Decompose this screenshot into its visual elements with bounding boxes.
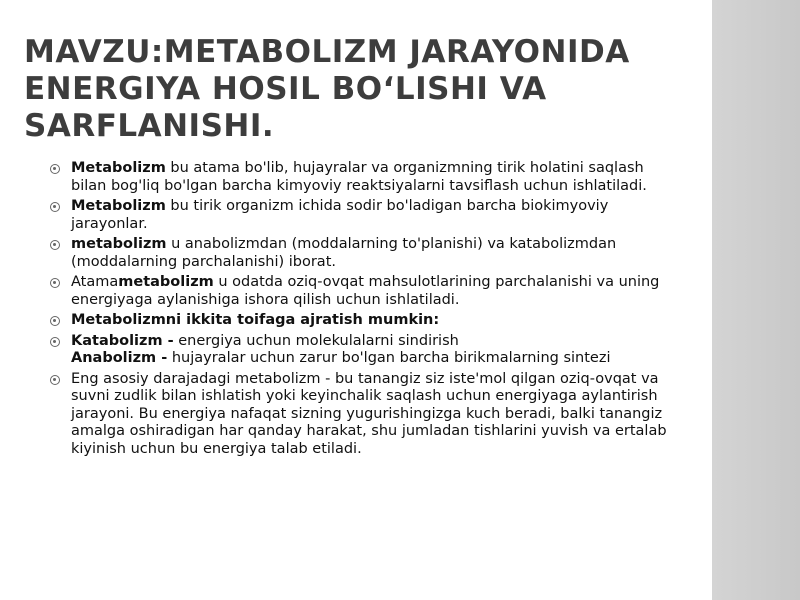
bullet-prefix: Atama — [71, 274, 119, 290]
bullet-text: u anabolizmdan (moddalarning to'planishi) va katabolizmdan (moddalarning parchalanishi) iborat. — [71, 236, 617, 270]
bullet-term: metabolizm — [71, 236, 167, 252]
bullet-text: bu atama bo'lib, hujayralar va organizmning tirik holatini saqlash bilan bog'liq bo'lgan barcha kimyoviy reaktsiyalarni tavsiflash uchun ishlatiladi. — [71, 160, 647, 194]
bullet-marker-icon — [50, 316, 60, 326]
bullet-text: energiya uchun molekulalarni sindirish — [173, 332, 459, 349]
bullet-term: Anabolizm - — [71, 350, 168, 366]
bullet-text: bu tirik organizm ichida sodir bo'ladigan barcha biokimyoviy jarayonlar. — [71, 198, 609, 232]
bullet-marker-icon — [50, 337, 60, 347]
bullet-marker-icon — [50, 278, 60, 288]
bullet-item — [50, 312, 670, 330]
slide-title: MAVZU:METABOLIZM JARAYONIDA ENERGIYA HOSIL BO‘LISHI VA SARFLANISHI. — [24, 34, 630, 144]
bullet-heading: Metabolizmni ikkita toifaga ajratish mumkin: — [71, 312, 440, 328]
bullet-text: u odatda oziq-ovqat mahsulotlarining parchalanishi va uning energiyaga aylanishiga ishora qilish uchun ishlatiladi. — [71, 274, 660, 308]
catabolism-line — [71, 333, 670, 351]
bullet-term: Metabolizm — [71, 160, 166, 176]
bullet-marker-icon — [50, 164, 60, 174]
bullet-term: Katabolizm - — [71, 332, 174, 349]
bullet-item — [50, 371, 670, 459]
bullet-item — [50, 198, 670, 233]
bullet-term: Metabolizm — [71, 198, 166, 214]
bullet-marker-icon — [50, 375, 60, 385]
bullet-item — [50, 333, 670, 368]
bullet-marker-icon — [50, 240, 60, 250]
bullet-text: hujayralar uchun zarur bo'lgan barcha birikmalarning sintezi — [167, 350, 611, 366]
anabolism-line — [71, 350, 670, 368]
bullet-list — [50, 160, 670, 461]
bullet-term: metabolizm — [118, 274, 214, 290]
bullet-text: Eng asosiy darajadagi metabolizm - bu tanangiz siz iste'mol qilgan oziq-ovqat va suvni zudlik bilan ishlatish yoki keyinchalik saqlash uchun energiyaga aylantirish jarayoni. Bu energiya nafaqat sizning yugurishingizga kuch beradi, balki tanangiz amalga oshiradigan har qanday harakat, shu jumladan tishlarini yuvish va ertalab kiyinish uchun bu energiya talab etiladi. — [71, 370, 667, 457]
bullet-item — [50, 160, 670, 195]
bullet-item — [50, 236, 670, 271]
bullet-item — [50, 274, 670, 309]
decorative-sidebar — [712, 0, 800, 600]
bullet-marker-icon — [50, 202, 60, 212]
